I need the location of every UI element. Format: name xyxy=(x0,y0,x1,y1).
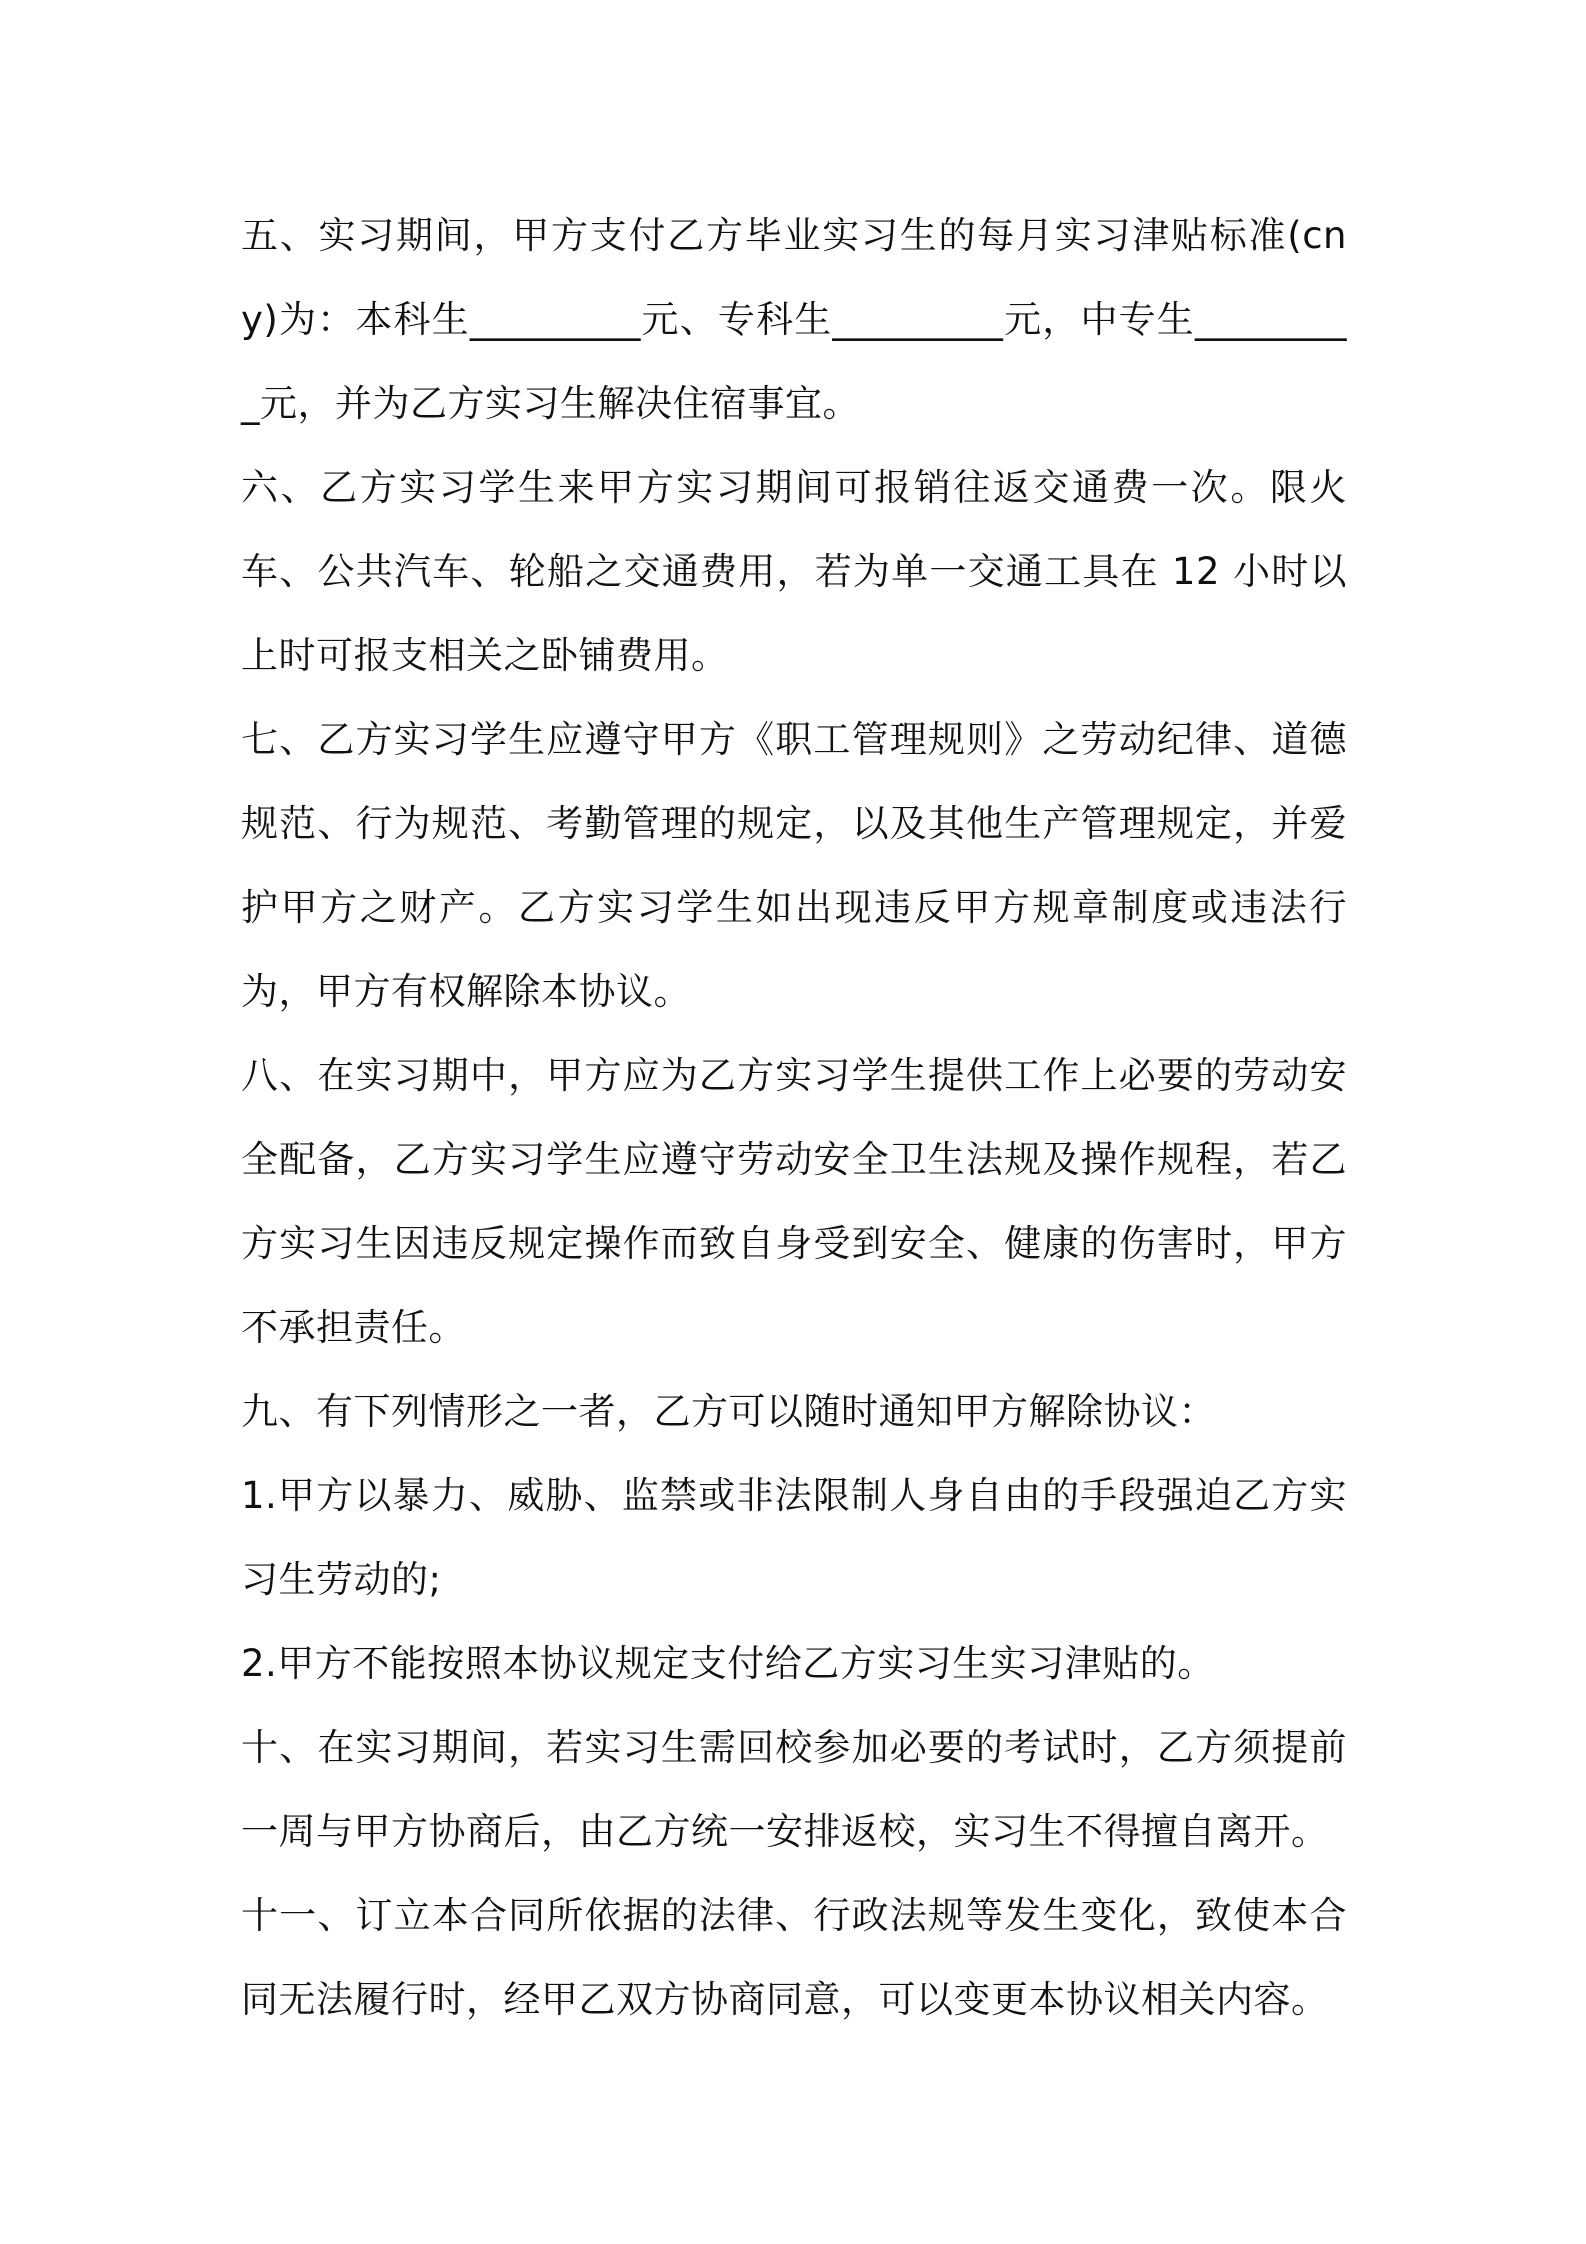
clause-5-allowance: 五、实习期间，甲方支付乙方毕业实习生的每月实习津贴标准(cny)为：本科生_________元、专科生_________元，中专生_________元，并为乙方实习生解决住宿事宜。 xyxy=(241,214,1347,425)
clause-9-termination: 九、有下列情形之一者，乙方可以随时通知甲方解除协议： xyxy=(241,1390,1216,1433)
clause-8-safety: 八、在实习期中，甲方应为乙方实习学生提供工作上必要的劳动安全配备，乙方实习学生应遵守劳动安全卫生法规及操作规程，若乙方实习生因违反规定操作而致自身受到安全、健康的伤害时，甲方不承担责任。 xyxy=(241,1054,1347,1349)
document-body xyxy=(241,194,1347,2042)
clause-9-item-2: 2.甲方不能按照本协议规定支付给乙方实习生实习津贴的。 xyxy=(241,1642,1215,1685)
clause-9-item-1: 1.甲方以暴力、威胁、监禁或非法限制人身自由的手段强迫乙方实习生劳动的; xyxy=(241,1474,1347,1601)
clause-6-travel-expenses: 六、乙方实习学生来甲方实习期间可报销往返交通费一次。限火车、公共汽车、轮船之交通费用，若为单一交通工具在 12 小时以上时可报支相关之卧铺费用。 xyxy=(241,466,1347,677)
clause-10-exams: 十、在实习期间，若实习生需回校参加必要的考试时，乙方须提前一周与甲方协商后，由乙方统一安排返校，实习生不得擅自离开。 xyxy=(241,1726,1347,1853)
clause-11-changes: 十一、订立本合同所依据的法律、行政法规等发生变化，致使本合同无法履行时，经甲乙双方协商同意，可以变更本协议相关内容。 xyxy=(241,1894,1347,2021)
clause-7-discipline: 七、乙方实习学生应遵守甲方《职工管理规则》之劳动纪律、道德规范、行为规范、考勤管理的规定，以及其他生产管理规定，并爱护甲方之财产。乙方实习学生如出现违反甲方规章制度或违法行为，甲方有权解除本协议。 xyxy=(241,718,1347,1013)
